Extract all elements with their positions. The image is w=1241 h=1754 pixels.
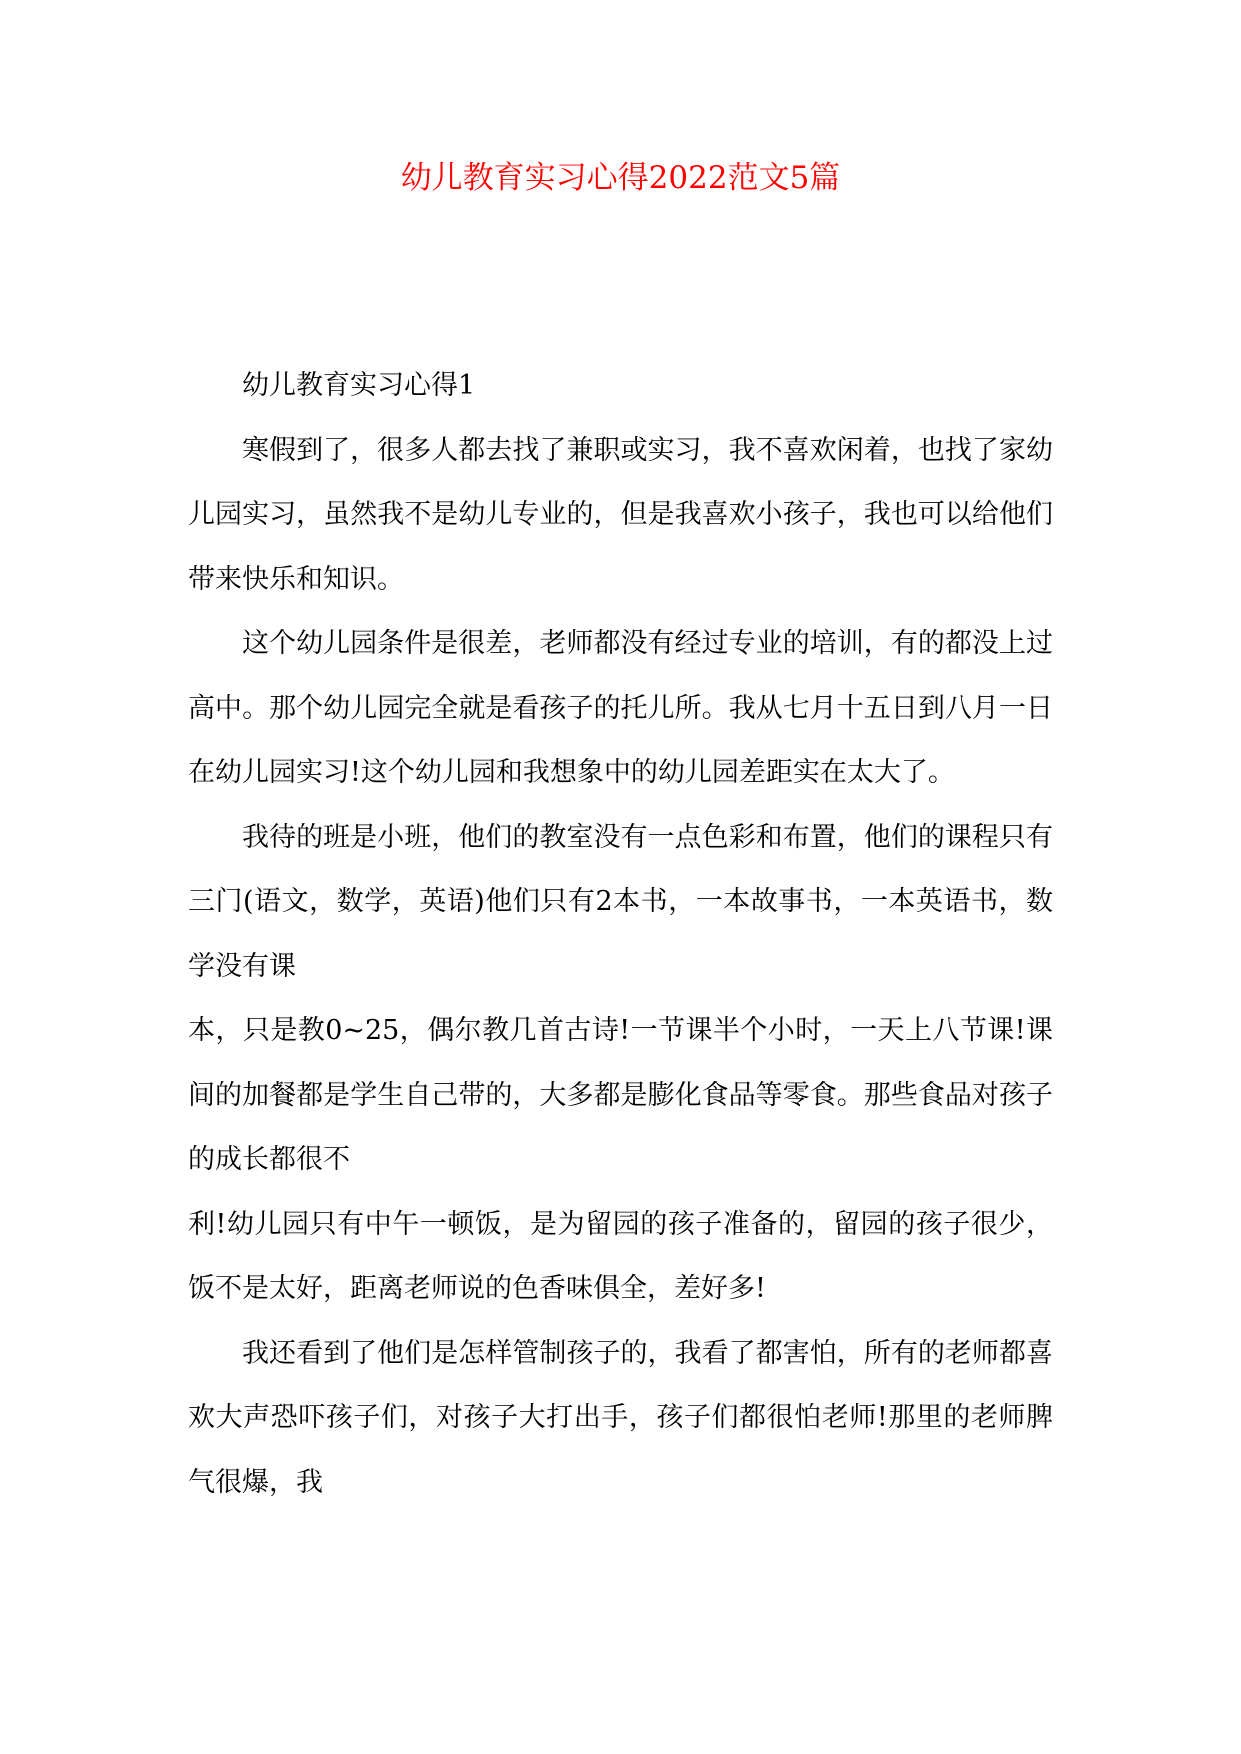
paragraph: 寒假到了，很多人都去找了兼职或实习，我不喜欢闲着，也找了家幼儿园实习，虽然我不是幼儿专业的，但是我喜欢小孩子，我也可以给他们带来快乐和知识。	[188, 434, 1053, 595]
paragraph: 这个幼儿园条件是很差，老师都没有经过专业的培训，有的都没上过高中。那个幼儿园完全就是看孩子的托儿所。我从七月十五日到八月一日在幼儿园实习!这个幼儿园和我想象中的幼儿园差距实在太大了。	[188, 628, 1053, 788]
document-body	[188, 354, 1053, 1515]
paragraph: 我待的班是小班，他们的教室没有一点色彩和布置，他们的课程只有三门(语文，数学，英语)他们只有2本书，一本故事书，一本英语书，数学没有课	[188, 821, 1053, 982]
document-title: 幼儿教育实习心得2022范文5篇	[400, 160, 841, 196]
paragraph: 我还看到了他们是怎样管制孩子的，我看了都害怕，所有的老师都喜欢大声恐吓孩子们，对孩子大打出手，孩子们都很怕老师!那里的老师脾气很爆，我	[188, 1337, 1053, 1498]
section-heading: 幼儿教育实习心得1	[242, 370, 476, 401]
paragraph: 利!幼儿园只有中午一顿饭，是为留园的孩子准备的，留园的孩子很少，饭不是太好，距离老师说的色香味俱全，差好多!	[188, 1208, 1053, 1304]
paragraph: 本，只是教0~25，偶尔教几首古诗!一节课半个小时，一天上八节课!课间的加餐都是学生自己带的，大多都是膨化食品等零食。那些食品对孩子的成长都很不	[188, 1015, 1053, 1175]
